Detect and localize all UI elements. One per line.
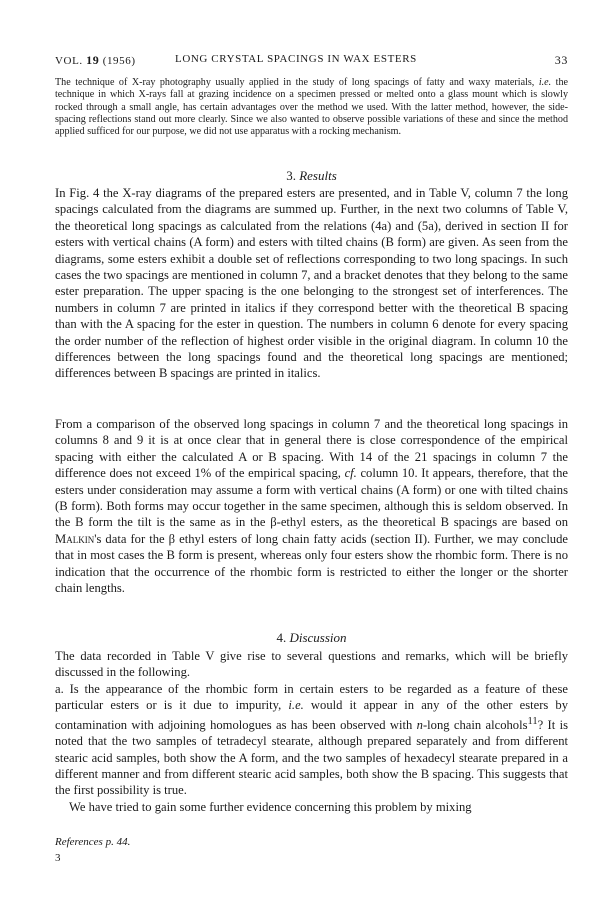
vol-label: VOL. <box>55 55 83 67</box>
footnote-ref: 11 <box>527 715 538 727</box>
volume-info <box>55 53 136 68</box>
discussion-text-2d: ? It is noted that the two samples of tetradecyl stearate, although prepared separately and from different stearic acid samples, both show the A form, and the two samples of hexadecyl stearate prepared in a different manner and from different stearic acid samples, both show the B spacing. This suggests that the first possibility is true. <box>55 717 568 798</box>
discussion-text-2c: -long chain alcohols <box>422 717 528 732</box>
results-paragraph-1 <box>55 185 568 382</box>
discussion-text-3: We have tried to gain some further evidence concerning this problem by mixing <box>69 799 472 814</box>
vol-number: 19 <box>86 53 100 67</box>
section-number: 3. <box>286 168 296 183</box>
results-cf: cf. <box>344 466 357 481</box>
references-note: References p. 44. <box>55 836 131 848</box>
results-text-2a: From a comparison of the observed long spacings in column 7 and the theoretical long spacings in columns 8 and 9 it is at once clear that in general there is close correspondence of the empirical spacing with either the calculated A or B spacing. With 14 of the 21 spacings in column 7 the difference does not exceed 1% of the empirical spacing, <box>55 417 568 481</box>
results-text-1: In Fig. 4 the X-ray diagrams of the prepared esters are presented, and in Table V, column 7 the long spacings calculated from the diagrams are summed up. Further, in the next two columns of Table V, the theoretical long spacings as calculated from the relations (4a) and (5a), derived in section II for esters with vertical chains (A form) and esters with tilted chains (B form) are given. As seen from the diagrams, some esters exhibit a double set of reflections corresponding to two long spacings. In such cases the two spacings are mentioned in column 7, and a bracket denotes that they belong to the same ester preparation. The upper spacing is the one belonging to the strongest set of interferences. The numbers in column 7 are printed in italics if they correspond better with the theoretical B spacing than with the A spacing for the ester in question. The numbers in column 6 denote for every spacing the order number of the reflection of highest order visible in the original diagram. In column 10 the differences between the long spacings found and the theoretical long spacings are mentioned; differences between B spacings are printed in italics. <box>55 186 568 381</box>
section-number: 4. <box>276 630 287 645</box>
small-print-paragraph <box>55 77 568 138</box>
section-heading-discussion <box>55 630 568 646</box>
discussion-ie: i.e. <box>288 698 304 713</box>
author-malkin: Malkin <box>55 531 95 546</box>
running-header <box>55 53 568 71</box>
section-title: Results <box>299 168 337 183</box>
small-print-ie: i.e. <box>538 77 552 88</box>
section-title: Discussion <box>289 630 347 645</box>
small-print-text-2: the technique in which X-rays fall at grazing incidence on a specimen pressed or melted onto a glass mount which is slowly rocked through a small angle, has certain advantages over the method we used. With the latter method, however, the side-spacing reflections stand out more clearly. Since we also wanted to observe possible variations of these and since the method applied sufficed for our purpose, we did not use apparatus with a rocking mechanism. <box>55 77 569 138</box>
discussion-text-2a: a. Is the appearance of the rhombic form in certain esters to be regarded as a feature of these particular esters or is it due to impurity, <box>55 681 568 713</box>
discussion-n: n <box>416 717 423 732</box>
running-title: LONG CRYSTAL SPACINGS IN WAX ESTERS <box>175 53 417 65</box>
discussion-paragraphs <box>55 648 568 815</box>
small-print-text-1: The technique of X-ray photography usually applied in the study of long spacings of fatty and waxy materials, <box>55 77 539 88</box>
footer-number: 3 <box>55 852 61 864</box>
section-heading-results <box>55 168 568 184</box>
results-text-2c: 's data for the β ethyl esters of long chain fatty acids (section II). Further, we may conclude that in most cases the B form is present, whereas only four esters show the rhombic form. There is no indication that the occurrence of the rhombic form is restricted to either the longer or the shorter chain lengths. <box>55 531 568 596</box>
page-number: 33 <box>554 53 568 67</box>
results-text-2b: column 10. It appears, therefore, that the esters under consideration may assume a form with vertical chains (A form) or one with tilted chains (B form). Both forms may occur together in the same specimen, although this is seldom observed. In the B form the tilt is the same as in the β-ethyl esters, as the theoretical B spacings are based on <box>55 466 568 530</box>
discussion-text-1: The data recorded in Table V give rise to several questions and remarks, which will be briefly discussed in the following. <box>55 649 568 680</box>
vol-year: (1956) <box>102 55 136 67</box>
discussion-text-2b: would it appear in any of the other esters by contamination with adjoining homologues as has been observed with <box>55 698 568 732</box>
results-paragraph-2 <box>55 416 568 596</box>
